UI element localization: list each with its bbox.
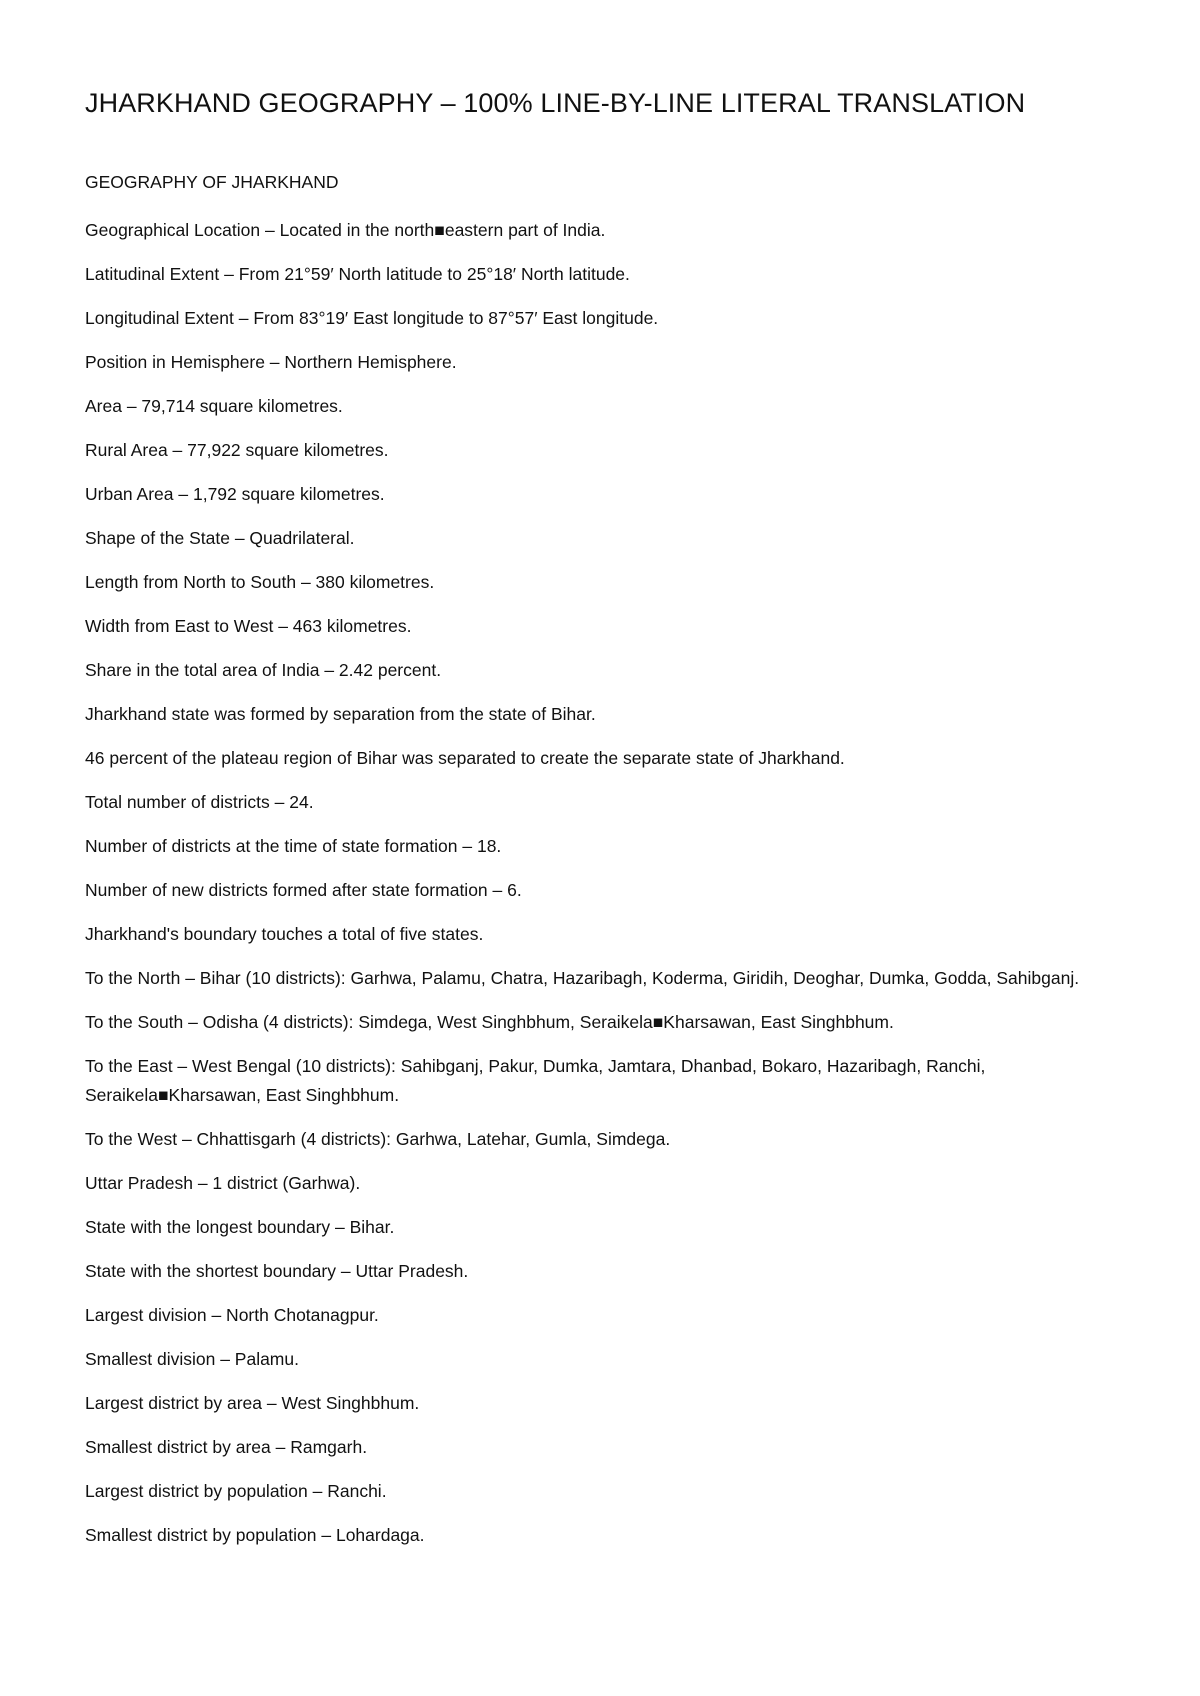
fact-line: Jharkhand's boundary touches a total of five states. — [85, 924, 484, 944]
document-title: JHARKHAND GEOGRAPHY – 100% LINE-BY-LINE LITERAL TRANSLATION — [85, 88, 1026, 118]
fact-line: Number of new districts formed after state formation – 6. — [85, 880, 522, 900]
fact-line: 46 percent of the plateau region of Bihar was separated to create the separate state of Jharkhand. — [85, 748, 845, 768]
fact-line: Length from North to South – 380 kilometres. — [85, 572, 435, 592]
fact-line: Urban Area – 1,792 square kilometres. — [85, 484, 385, 504]
fact-line: Uttar Pradesh – 1 district (Garhwa). — [85, 1172, 361, 1193]
fact-list — [85, 216, 1095, 1565]
fact-line: Largest district by population – Ranchi. — [85, 1480, 387, 1501]
fact-line: Jharkhand state was formed by separation from the state of Bihar. — [85, 704, 596, 724]
fact-line: Latitudinal Extent – From 21°59′ North latitude to 25°18′ North latitude. — [85, 264, 630, 284]
fact-line: To the North – Bihar (10 districts): Garhwa, Palamu, Chatra, Hazaribagh, Koderma, Giridih, Deoghar, Dumka, Godda, Sahibganj. — [85, 968, 1080, 988]
fact-line: Largest district by area – West Singhbhum. — [85, 1392, 420, 1413]
fact-line: Largest division – North Chotanagpur. — [85, 1304, 379, 1325]
fact-line: Shape of the State – Quadrilateral. — [85, 528, 355, 548]
fact-line: Number of districts at the time of state formation – 18. — [85, 836, 502, 856]
fact-line: Width from East to West – 463 kilometres. — [85, 616, 412, 636]
fact-line: To the East – West Bengal (10 districts): Sahibganj, Pakur, Dumka, Jamtara, Dhanbad, Bokaro, Hazaribagh, Ranchi, Seraikela■Kharsawan, East Singhbhum. — [85, 1056, 986, 1105]
fact-line: Total number of districts – 24. — [85, 792, 314, 812]
fact-line: To the West – Chhattisgarh (4 districts): Garhwa, Latehar, Gumla, Simdega. — [85, 1128, 671, 1149]
fact-line: Smallest district by population – Lohardaga. — [85, 1524, 425, 1545]
fact-line: State with the shortest boundary – Uttar Pradesh. — [85, 1260, 469, 1281]
fact-line: Geographical Location – Located in the north■eastern part of India. — [85, 220, 606, 240]
fact-line: Rural Area – 77,922 square kilometres. — [85, 440, 389, 460]
fact-line: Longitudinal Extent – From 83°19′ East longitude to 87°57′ East longitude. — [85, 308, 659, 328]
section-heading: GEOGRAPHY OF JHARKHAND — [85, 172, 339, 192]
fact-line: Share in the total area of India – 2.42 percent. — [85, 660, 442, 680]
fact-line: Smallest division – Palamu. — [85, 1348, 299, 1369]
fact-line: Position in Hemisphere – Northern Hemisphere. — [85, 352, 457, 372]
fact-line: Smallest district by area – Ramgarh. — [85, 1436, 368, 1457]
fact-line: Area – 79,714 square kilometres. — [85, 396, 343, 416]
fact-line: To the South – Odisha (4 districts): Simdega, West Singhbhum, Seraikela■Kharsawan, East Singhbhum. — [85, 1012, 894, 1032]
fact-line: State with the longest boundary – Bihar. — [85, 1216, 395, 1237]
